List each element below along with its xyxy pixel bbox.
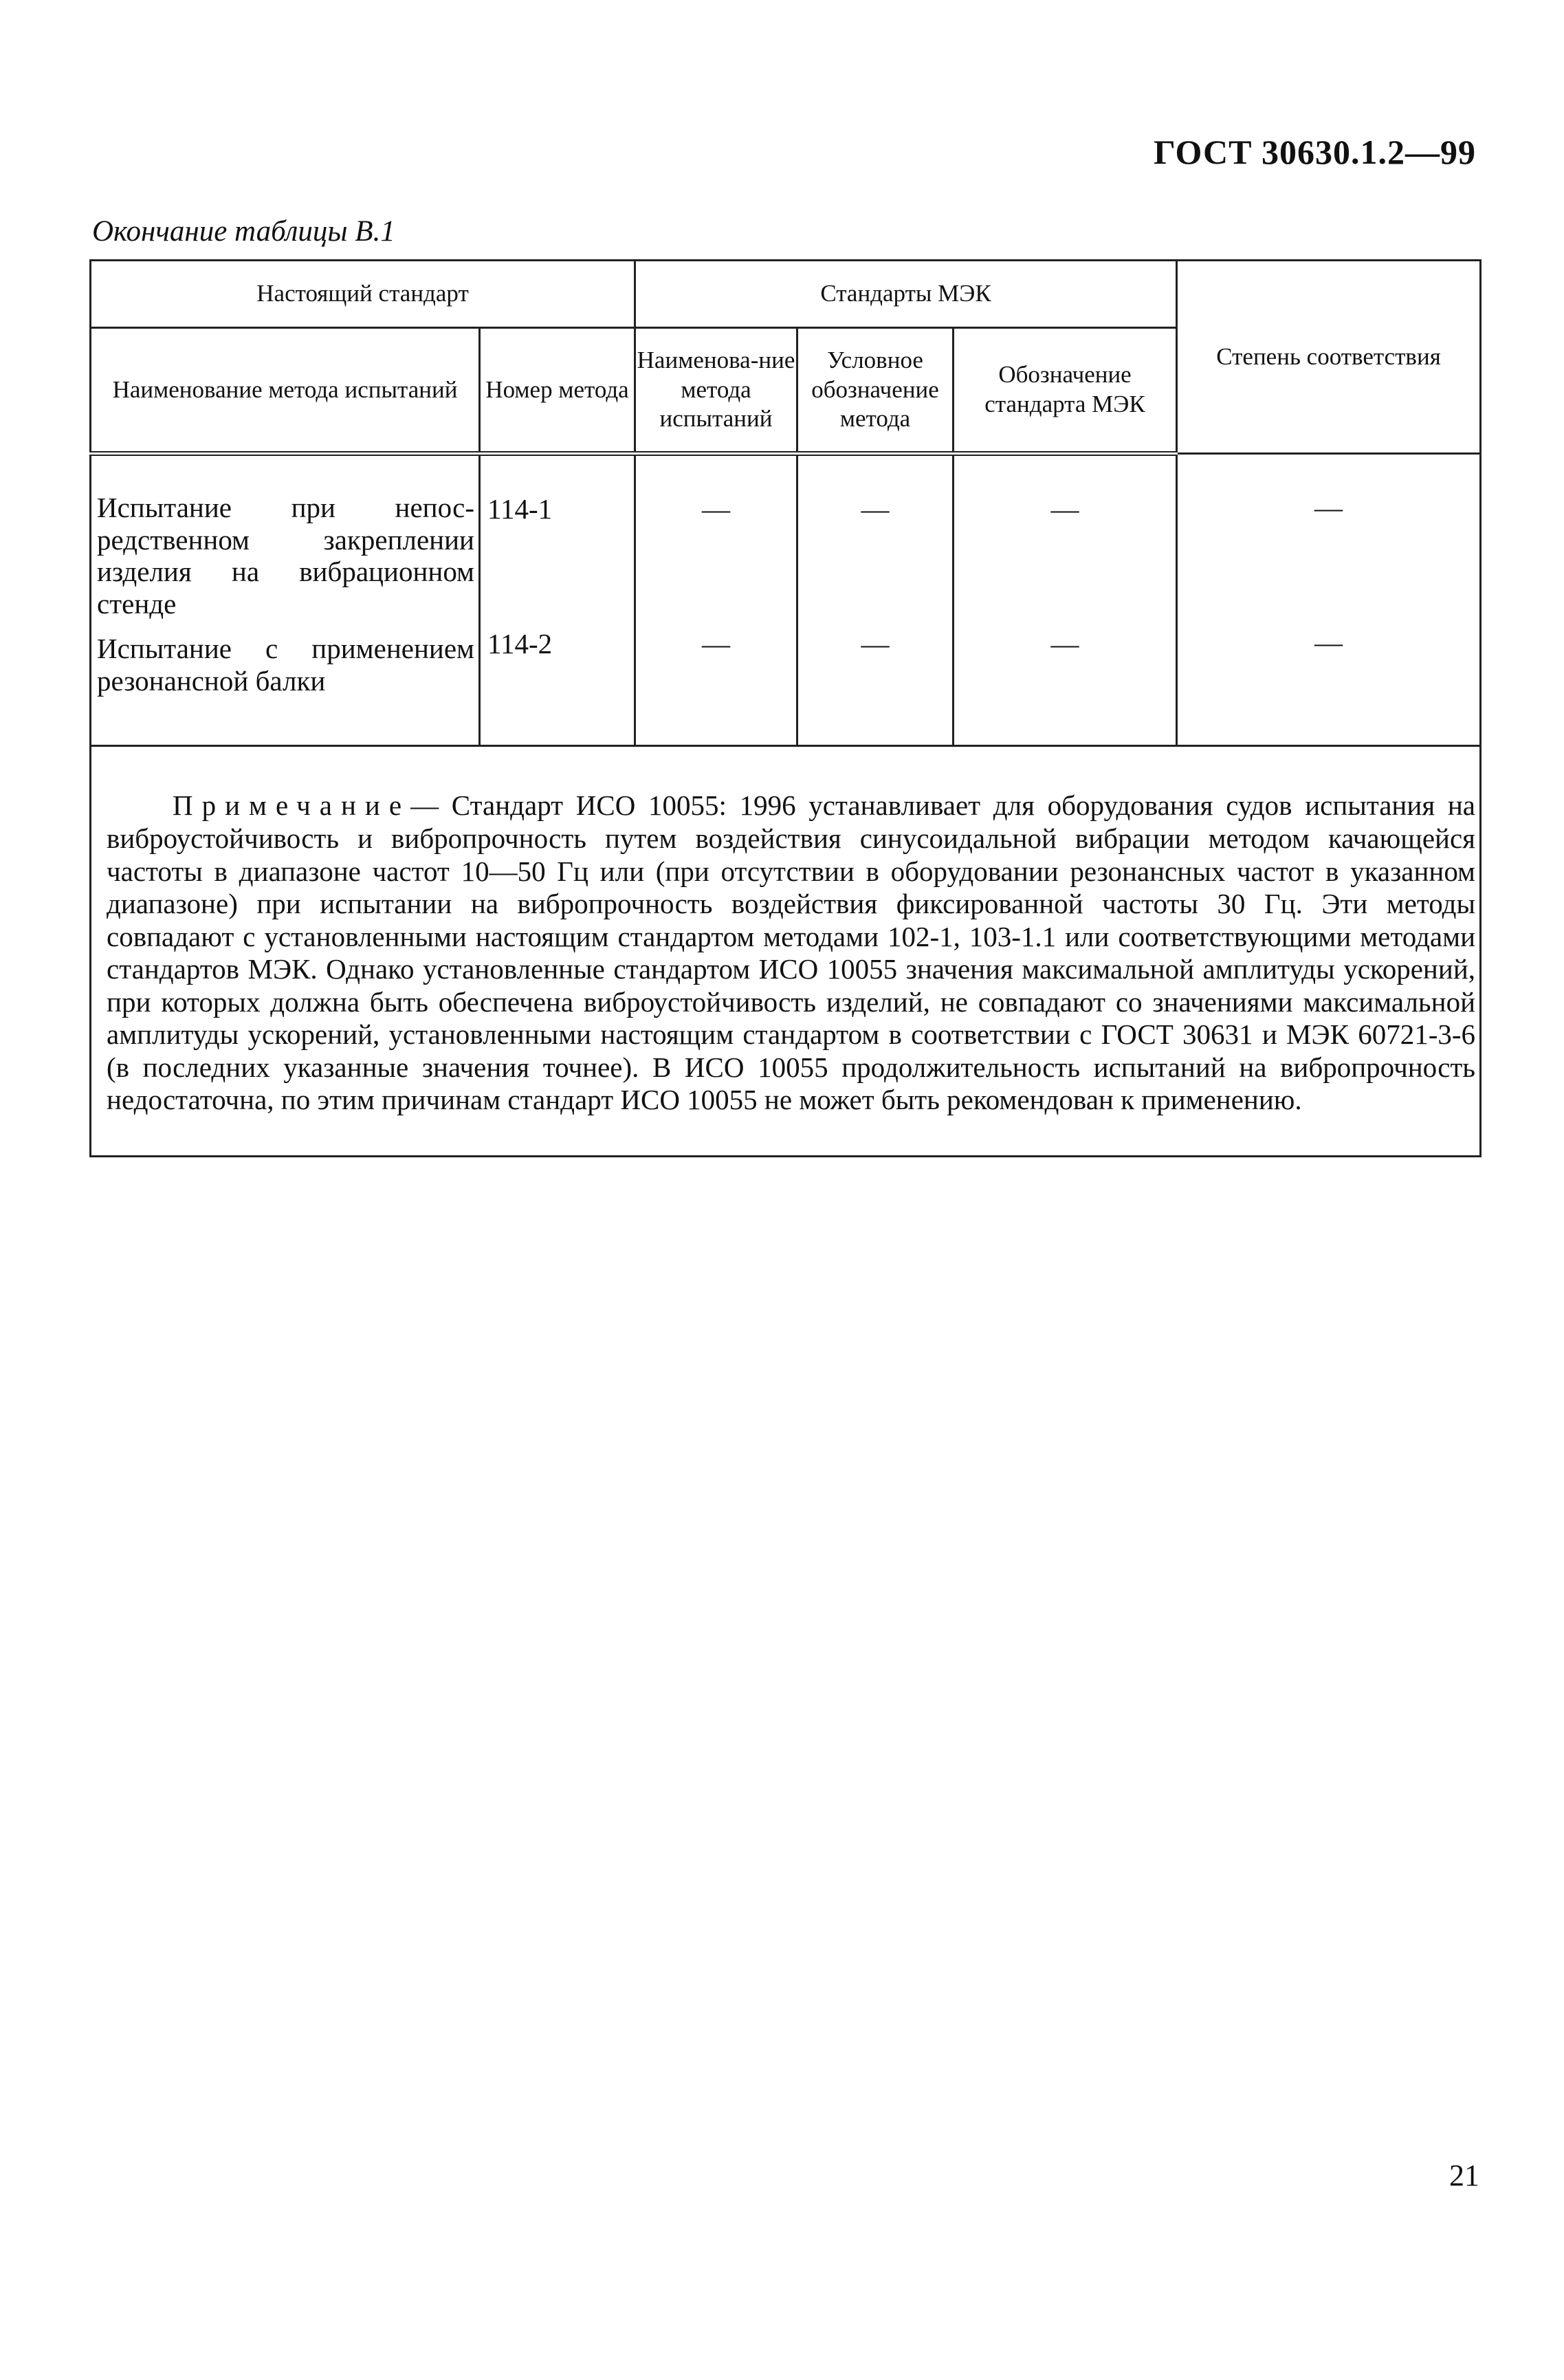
header-method-number: Номер метода [480,328,635,454]
table-caption: Окончание таблицы В.1 [92,215,395,248]
note-row [91,746,1481,1156]
conformity-row-2: — [1314,626,1343,658]
test-name-row-2: Испытание с применением резонансной балки [97,632,474,697]
note-cell [91,746,1481,1156]
document-code: ГОСТ 30630.1.2—99 [1153,133,1476,171]
conformity-row-1: — [1314,492,1343,523]
header-test-method-name: Наименование метода испытаний [91,328,480,454]
header-conformity: Степень соответствия [1177,261,1481,454]
iec-designation-row-1: — [1050,493,1079,525]
header-iec-code: Условное обозначение метода [797,328,954,454]
standards-table [89,259,1482,1157]
header-iec-test-name: Наименова-ние метода испытаний [635,328,797,454]
page-number: 21 [1449,2159,1479,2192]
method-numbers-cell [480,454,635,746]
method-number-row-2: 114-2 [487,628,553,659]
table-body-row [91,454,1481,746]
iec-test-name-row-1: — [702,493,731,525]
group-header-row [91,261,1481,328]
iec-code-row-2: — [861,628,890,659]
iec-test-name-row-2: — [702,628,731,659]
iec-test-name-cell [635,454,797,746]
note-label: Примечание [173,789,411,822]
iec-code-cell [797,454,954,746]
method-number-row-1: 114-1 [487,493,553,525]
iec-code-row-1: — [861,493,890,525]
header-iec-standards: Стандарты МЭК [635,261,1177,328]
test-name-row-1: Испытание при непос-редственном закреплении изделия на вибрационном стенде [97,492,474,620]
table-note [91,747,1479,1155]
iec-designation-cell [954,454,1177,746]
header-this-standard: Настоящий стандарт [91,261,635,328]
header-iec-designation: Обозначение стандарта МЭК [954,328,1177,454]
conformity-cell [1177,454,1481,746]
iec-designation-row-2: — [1050,628,1079,659]
note-text: — Стандарт ИСО 10055: 1996 устанавливает для оборудования судов испытания на виброустойчивость и вибропрочность путем воздействия синусоидальной вибрации методом качающейся частоты в диапазоне частот 10—50 Гц или (при отсутствии в оборудовании резонансных частот в указанном диапазоне) при испытании на вибропрочность воздействия фиксированной частоты 30 Гц. Эти методы совпадают с установленными настоящим стандартом методами 102-1, 103-1.1 или соответствующими методами стандартов МЭК. Однако установленные стандартом ИСО 10055 значения максимальной амплитуды ускорений, при которых должна быть обеспечена виброустойчивость изделий, не совпадают со значениями максимальной амплитуды ускорений, установленными настоящим стандартом в соответствии с ГОСТ 30631 и МЭК 60721-3-6 (в последних указанные значения точнее). В ИСО 10055 продолжительность испытаний на вибропрочность недостаточна, по этим причинам стандарт ИСО 10055 не может быть рекомендован к применению. [107,789,1476,1116]
test-names-cell [91,454,480,746]
